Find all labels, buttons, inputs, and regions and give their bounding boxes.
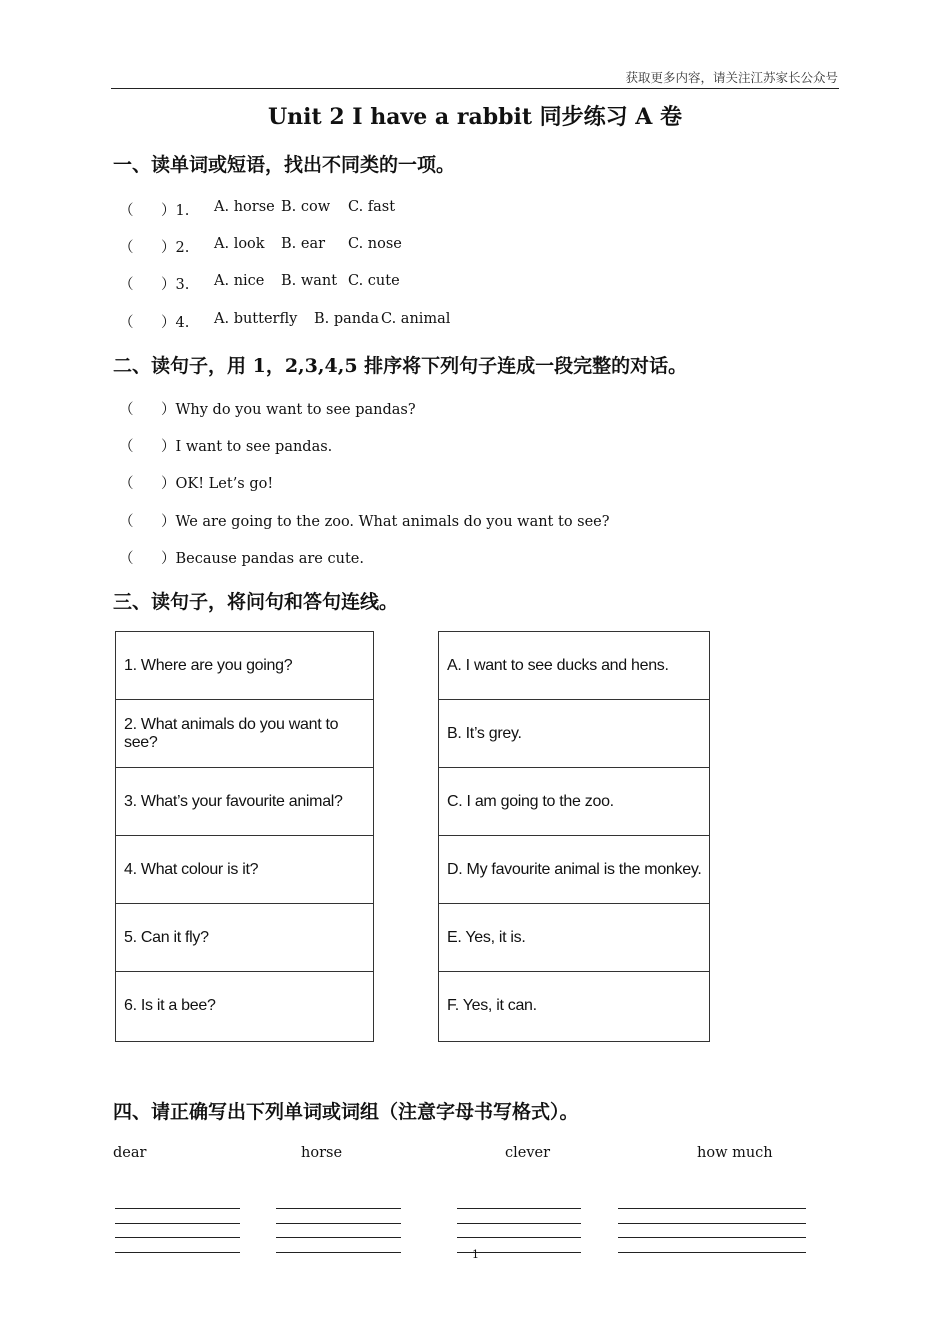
question-number: ）2. xyxy=(161,240,190,256)
option-b: B. want xyxy=(281,273,338,289)
question-number: ）4. xyxy=(161,315,190,331)
answer-cell: B. It’s grey. xyxy=(439,700,709,768)
question-cell: 4. What colour is it? xyxy=(116,836,373,904)
open-paren: （ xyxy=(119,315,134,331)
sentence-text: ）Because pandas are cute. xyxy=(161,551,364,567)
section-1-heading: 一、读单词或短语，找出不同类的一项。 xyxy=(113,154,456,176)
sentence-text: ）We are going to the zoo. What animals do you want to see? xyxy=(161,514,610,530)
answer-cell: C. I am going to the zoo. xyxy=(439,768,709,836)
option-c: C. fast xyxy=(348,199,396,215)
header-divider xyxy=(111,88,839,89)
question-cell: 5. Can it fly? xyxy=(116,904,373,972)
answer-cell: F. Yes, it can. xyxy=(447,997,537,1014)
open-paren: （ xyxy=(119,402,134,418)
word-prompt: clever xyxy=(505,1145,551,1161)
question-number: ）1. xyxy=(161,203,190,219)
section-2-heading: 二、读句子，用 1，2,3,4,5 排序将下列句子连成一段完整的对话。 xyxy=(113,355,688,377)
open-paren: （ xyxy=(119,476,134,492)
section-3-heading: 三、读句子，将问句和答句连线。 xyxy=(113,591,399,613)
question-cell: 1. Where are you going? xyxy=(116,632,373,700)
option-c: C. cute xyxy=(348,273,400,289)
option-a: A. horse xyxy=(214,199,275,215)
word-prompt: horse xyxy=(301,1145,343,1161)
header-note: 获取更多内容，请关注江苏家长公众号 xyxy=(625,70,838,85)
writing-lines[interactable] xyxy=(115,1208,240,1254)
question-number: ）3. xyxy=(161,277,190,293)
answer-cell: A. I want to see ducks and hens. xyxy=(439,632,709,700)
answer-cell: D. My favourite animal is the monkey. xyxy=(439,836,709,904)
option-a: A. butterfly xyxy=(214,311,298,327)
sentence-text: ）I want to see pandas. xyxy=(161,439,333,455)
page-title: Unit 2 I have a rabbit 同步练习 A 卷 xyxy=(267,104,683,130)
open-paren: （ xyxy=(119,240,134,256)
question-cell: 6. Is it a bee? xyxy=(124,997,216,1014)
section-4-heading: 四、请正确写出下列单词或词组（注意字母书写格式）。 xyxy=(113,1101,579,1123)
answers-table xyxy=(438,631,710,1042)
option-b: B. cow xyxy=(281,199,331,215)
option-c: C. animal xyxy=(381,311,451,327)
page-number: 1 xyxy=(472,1248,479,1261)
answer-cell: E. Yes, it is. xyxy=(439,904,709,972)
option-a: A. look xyxy=(214,236,265,252)
open-paren: （ xyxy=(119,514,134,530)
sentence-text: ）Why do you want to see pandas? xyxy=(161,402,416,418)
question-cell: 2. What animals do you want to see? xyxy=(116,700,373,768)
option-b: B. panda xyxy=(314,311,380,327)
writing-lines[interactable] xyxy=(276,1208,401,1254)
writing-lines[interactable] xyxy=(618,1208,806,1254)
open-paren: （ xyxy=(119,277,134,293)
sentence-text: ）OK! Let’s go! xyxy=(161,476,274,492)
open-paren: （ xyxy=(119,203,134,219)
option-c: C. nose xyxy=(348,236,402,252)
questions-table xyxy=(115,631,374,1042)
question-cell: 3. What’s your favourite animal? xyxy=(116,768,373,836)
option-b: B. ear xyxy=(281,236,326,252)
word-prompt: how much xyxy=(697,1145,773,1161)
open-paren: （ xyxy=(119,439,134,455)
option-a: A. nice xyxy=(214,273,265,289)
word-prompt: dear xyxy=(113,1145,147,1161)
open-paren: （ xyxy=(119,551,134,567)
